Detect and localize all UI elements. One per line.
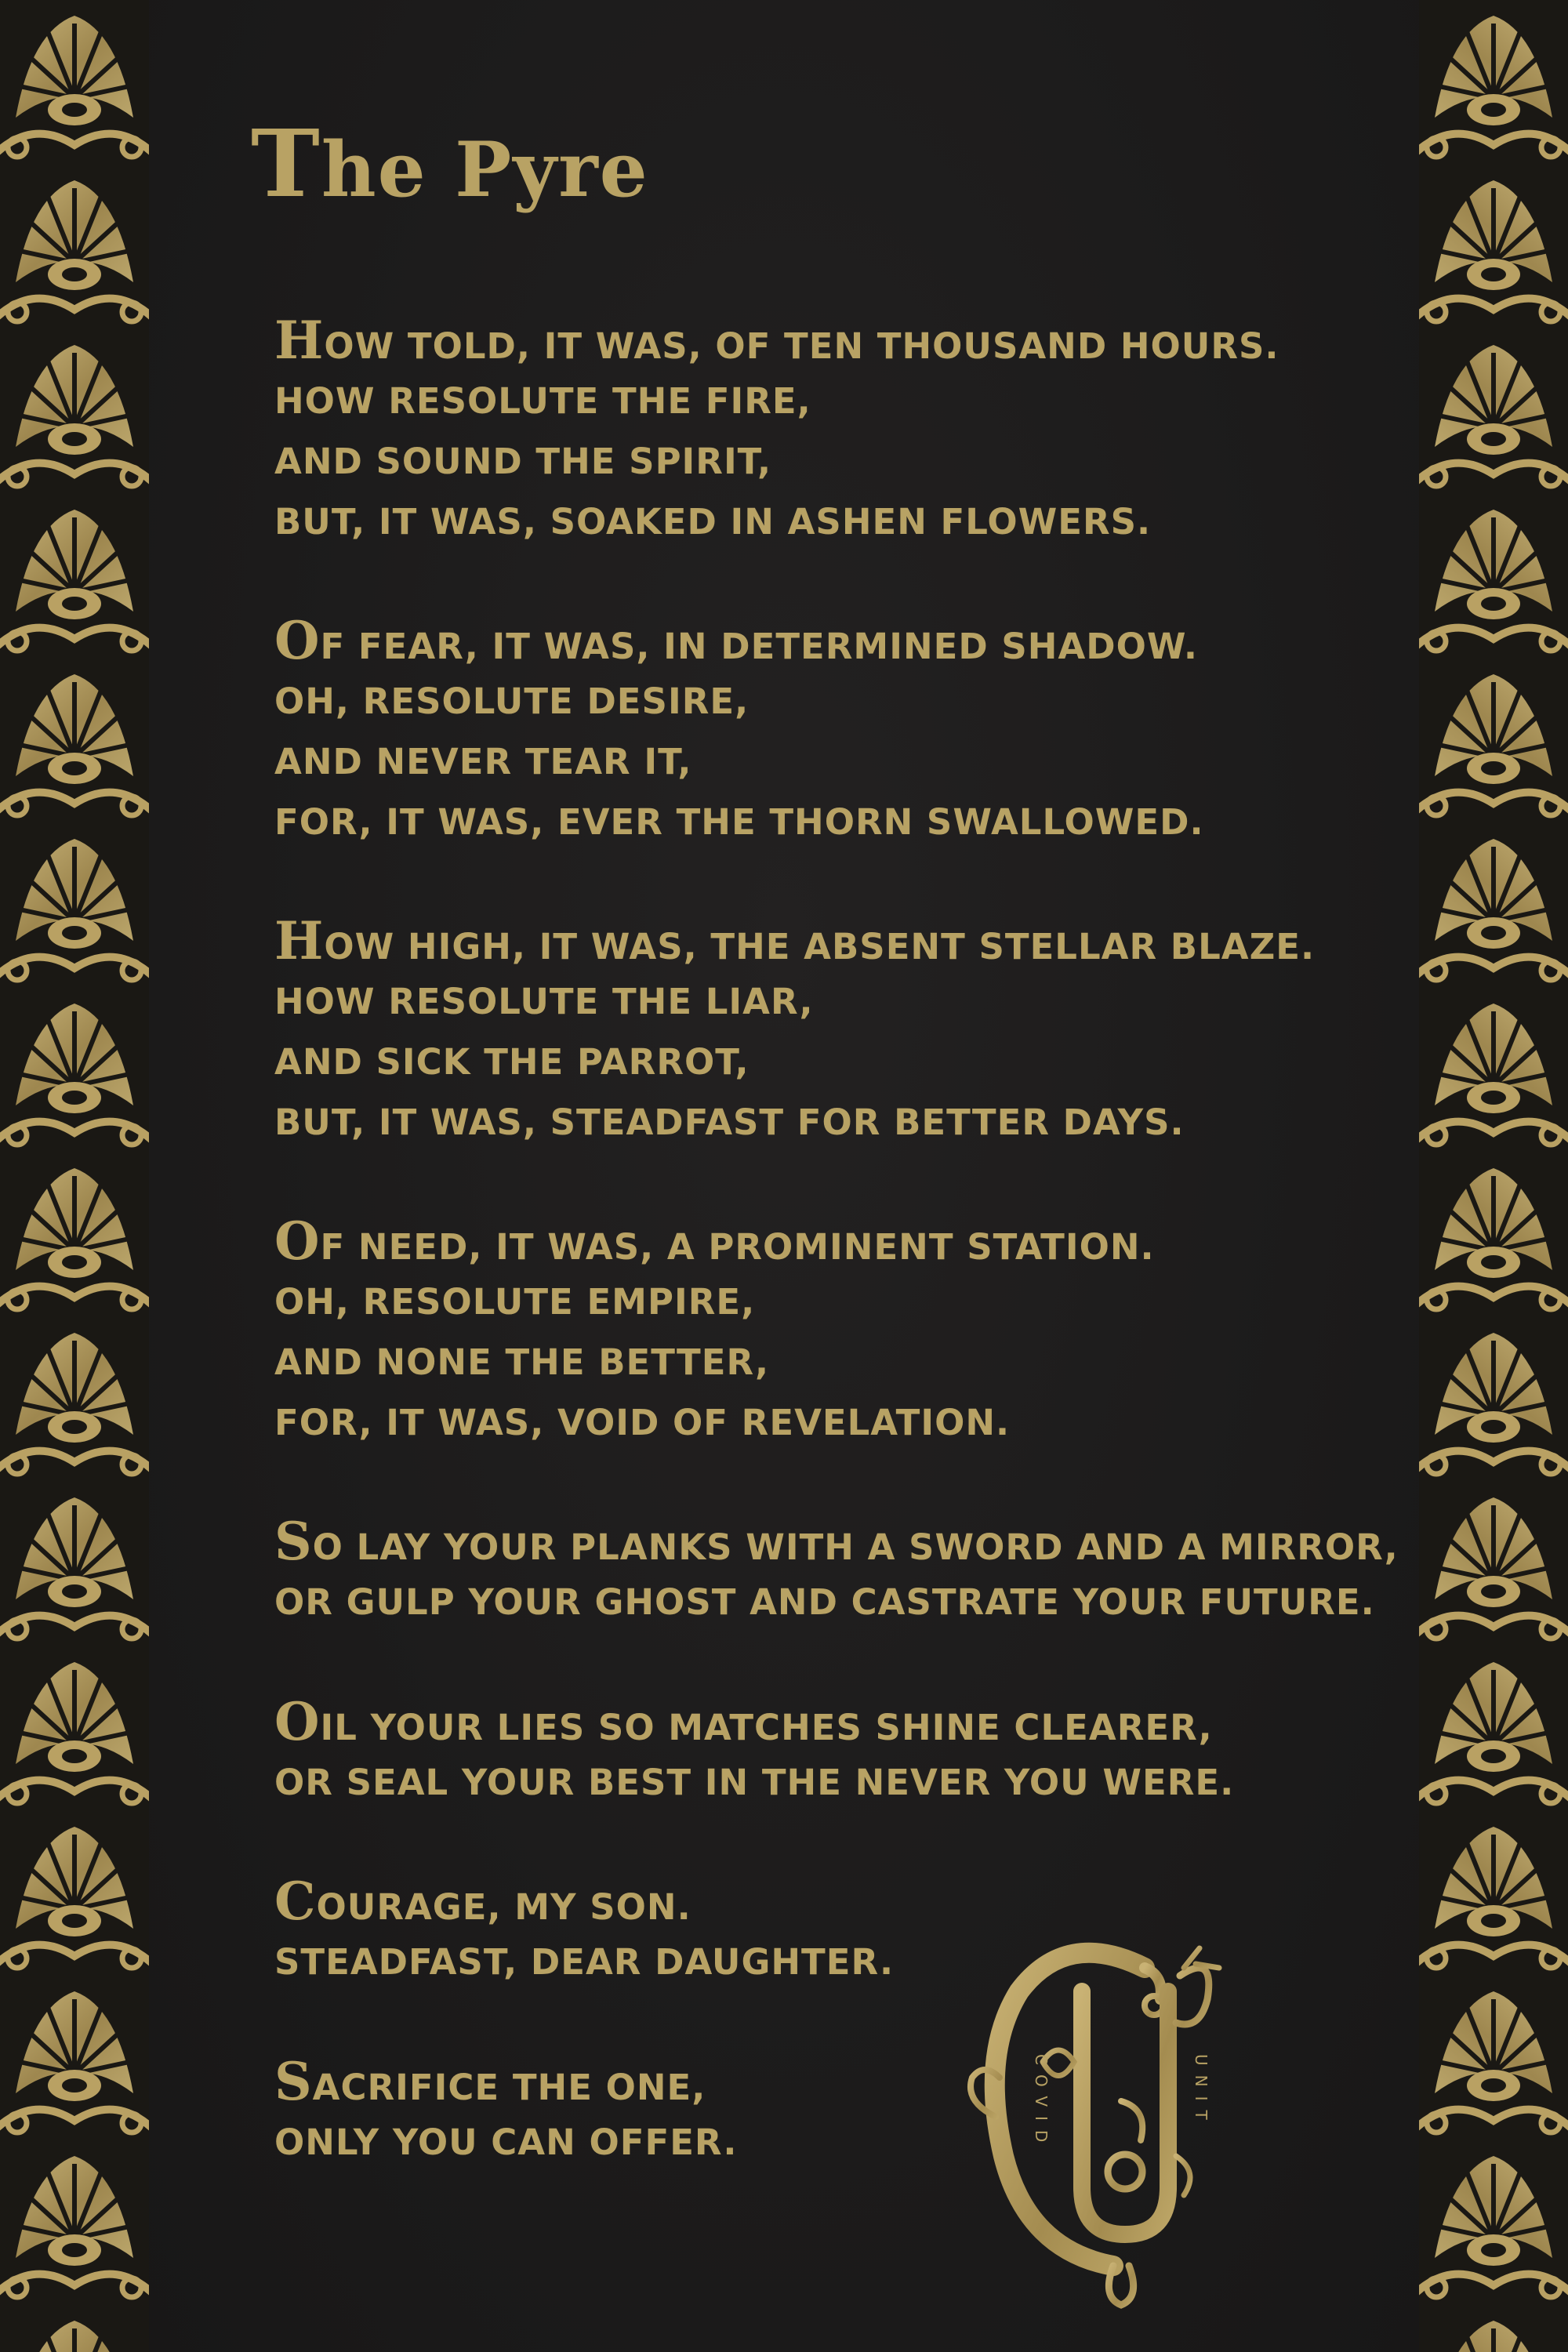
stanza: [274, 911, 1315, 1152]
poem-line: HOW HIGH, IT WAS, THE ABSENT STELLAR BLAZE.: [274, 910, 1316, 971]
poem-line: FOR, IT WAS, EVER THE THORN SWALLOWED.: [274, 801, 1204, 843]
poem-line: OR GULP YOUR GHOST AND CASTRATE YOUR FUTURE.: [274, 1581, 1375, 1623]
stanza: [274, 1692, 1234, 1813]
stanza: [274, 1512, 1399, 1632]
poem-line: HOW RESOLUTE THE LIAR,: [274, 981, 814, 1022]
stanza: [274, 2052, 738, 2172]
monogram-left-text: COVID: [1032, 2054, 1051, 2152]
poem-line: OH, RESOLUTE DESIRE,: [274, 681, 750, 722]
poem-line: OH, RESOLUTE EMPIRE,: [274, 1281, 756, 1323]
left-ornamental-border: [0, 0, 149, 2352]
poem-line: AND NEVER TEAR IT,: [274, 741, 692, 782]
poem-line: AND NONE THE BETTER,: [274, 1341, 770, 1383]
poem-line: HOW RESOLUTE THE FIRE,: [274, 380, 811, 422]
poem-line: SACRIFICE THE ONE,: [274, 2051, 706, 2112]
poem-line: OF FEAR, IT WAS, IN DETERMINED SHADOW.: [274, 610, 1198, 671]
monogram-right-text: UNIT: [1192, 2054, 1210, 2129]
palmette-ornament-icon: [0, 0, 149, 2352]
poem-line: OIL YOUR LIES SO MATCHES SHINE CLEARER,: [274, 1691, 1213, 1752]
poem-line: OR SEAL YOUR BEST IN THE NEVER YOU WERE.: [274, 1762, 1235, 1803]
stanza: [274, 611, 1204, 852]
poem-line: OF NEED, IT WAS, A PROMINENT STATION.: [274, 1210, 1155, 1272]
stanza: [274, 310, 1279, 552]
poem-line: FOR, IT WAS, VOID OF REVELATION.: [274, 1402, 1011, 1443]
right-ornamental-border: [1419, 0, 1568, 2352]
palmette-ornament-icon: [1419, 0, 1568, 2352]
poem-line: COURAGE, MY SON.: [274, 1871, 691, 1932]
poem-line: STEADFAST, DEAR DAUGHTER.: [274, 1941, 895, 1983]
stanza: [274, 1871, 894, 1992]
poem-line: HOW TOLD, IT WAS, OF TEN THOUSAND HOURS.: [274, 310, 1279, 371]
poem-line: AND SICK THE PARROT,: [274, 1041, 750, 1083]
poem-line: SO LAY YOUR PLANKS WITH A SWORD AND A MIRROR,: [274, 1511, 1399, 1572]
poem-line: ONLY YOU CAN OFFER.: [274, 2122, 738, 2163]
poem-title: The Pyre: [251, 109, 649, 218]
poem-line: AND SOUND THE SPIRIT,: [274, 441, 772, 482]
poem-line: BUT, IT WAS, SOAKED IN ASHEN FLOWERS.: [274, 501, 1152, 543]
cu-monogram-icon: [964, 1921, 1239, 2313]
stanza: [274, 1211, 1155, 1453]
poem-line: BUT, IT WAS, STEADFAST FOR BETTER DAYS.: [274, 1102, 1185, 1143]
